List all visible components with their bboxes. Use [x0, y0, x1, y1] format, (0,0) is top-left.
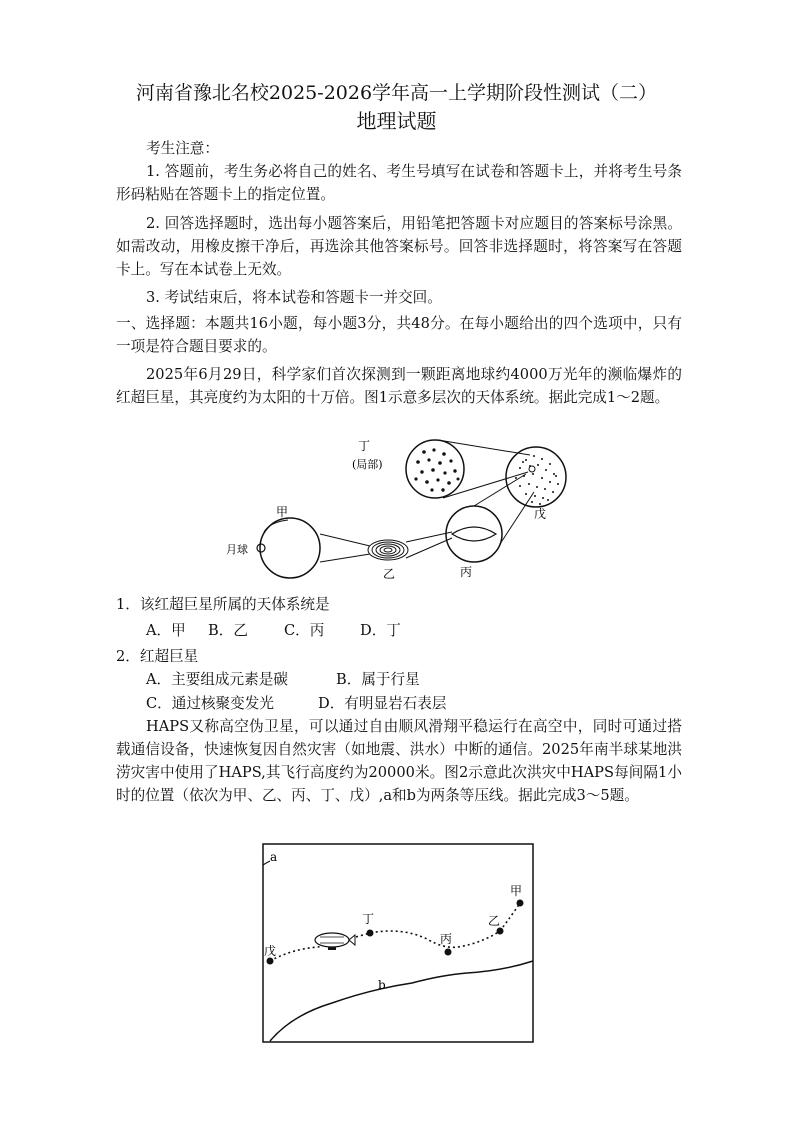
label-ding-note: (局部) — [352, 458, 383, 471]
label-bing: 丙 — [460, 565, 473, 579]
label-bing-2: 丙 — [440, 932, 453, 946]
label-moon: 月球 — [226, 543, 248, 556]
airship-icon — [315, 933, 355, 950]
passage-2: HAPS又称高空伪卫星，可以通过自由顺风滑翔平稳运行在高空中，同时可通过搭载通信设备，快速恢复因自然灾害（如地震、洪水）中断的通信。2025年南半球某地洪涝灾害中使用了HAPS,其飞行高度约为20000米。图2示意此次洪灾中HAPS每间隔1小时的位置（依次为甲、乙、丙、丁、戊）,a和b为两条等压线。据此完成3～5题。 — [116, 718, 682, 804]
label-yi: 乙 — [383, 567, 396, 581]
section-heading: 一、选择题：本题共16小题，每小题3分，共48分。在每小题给出的四个选项中，只有一项是符合题目要求的。 — [116, 315, 682, 355]
isobar-b — [270, 961, 533, 1041]
q1-option-a[interactable]: A．甲 — [146, 622, 186, 639]
label-jia-2: 甲 — [510, 884, 523, 898]
question-2-options-row2 — [146, 692, 446, 713]
point-wu — [267, 958, 274, 965]
ding-detail-circle — [406, 440, 464, 498]
q1-option-c[interactable]: C．丙 — [284, 622, 325, 639]
q2-option-d[interactable]: D．有明显岩石表层 — [318, 695, 447, 712]
q2-option-c[interactable]: C．通过核聚变发光 — [146, 695, 274, 712]
q2-option-a[interactable]: A．主要组成元素是碳 — [146, 671, 288, 688]
passage-1: 2025年6月29日，科学家们首次探测到一颗距离地球约4000万光年的濒临爆炸的红超巨星，其亮度约为太阳的十万倍。图1示意多层次的天体系统。据此完成1～2题。 — [116, 366, 682, 406]
question-2-options-row1 — [146, 668, 420, 689]
label-b: b — [378, 978, 386, 992]
point-jia — [517, 900, 524, 907]
isobar-a — [263, 861, 270, 865]
haps-flight-path — [270, 903, 520, 961]
label-wu: 戊 — [534, 507, 547, 521]
figure-2-frame — [263, 844, 533, 1042]
point-yi — [497, 928, 504, 935]
label-ding-2: 丁 — [362, 912, 375, 926]
question-2-stem: 2．红超巨星 — [116, 648, 199, 665]
yi-solar-system — [368, 540, 408, 560]
figure-2-haps-path — [262, 843, 534, 1043]
question-1-stem: 1．该红超巨星所属的天体系统是 — [116, 596, 330, 613]
bing-circle — [446, 506, 502, 562]
question-1-options — [146, 619, 401, 640]
point-bing — [445, 949, 452, 956]
figure-1-celestial-systems — [226, 432, 588, 581]
q1-option-d[interactable]: D．丁 — [360, 622, 401, 639]
label-ding: 丁 — [358, 439, 371, 453]
label-yi-2: 乙 — [488, 914, 501, 928]
label-wu-2: 戊 — [264, 944, 277, 958]
wu-dots — [515, 455, 559, 505]
notice-item-2: 2. 回答选择题时，选出每小题答案后，用铅笔把答题卡对应题目的答案标号涂黑。如需改动，用橡皮擦干净后，再选涂其他答案标号。回答非选择题时，将答案写在答题卡上。写在本试卷上无效。 — [116, 215, 682, 278]
label-a: a — [270, 850, 278, 864]
exam-title: 河南省豫北名校2025-2026学年高一上学期阶段性测试（二） — [135, 82, 658, 104]
notice-heading: 考生注意： — [146, 140, 219, 157]
moon — [257, 544, 265, 552]
wu-circle — [506, 447, 566, 507]
exam-subject: 地理试题 — [356, 109, 437, 133]
point-ding — [367, 930, 374, 937]
ding-stars — [414, 448, 459, 491]
q2-option-b[interactable]: B．属于行星 — [336, 671, 420, 688]
notice-item-3: 3. 考试结束后，将本试卷和答题卡一并交回。 — [146, 289, 442, 306]
label-jia: 甲 — [276, 505, 289, 519]
notice-item-1: 1. 答题前，考生务必将自己的姓名、考生号填写在试卷和答题卡上，并将考生号条形码粘贴在答题卡上的指定位置。 — [116, 163, 682, 203]
q1-option-b[interactable]: B．乙 — [208, 622, 248, 639]
